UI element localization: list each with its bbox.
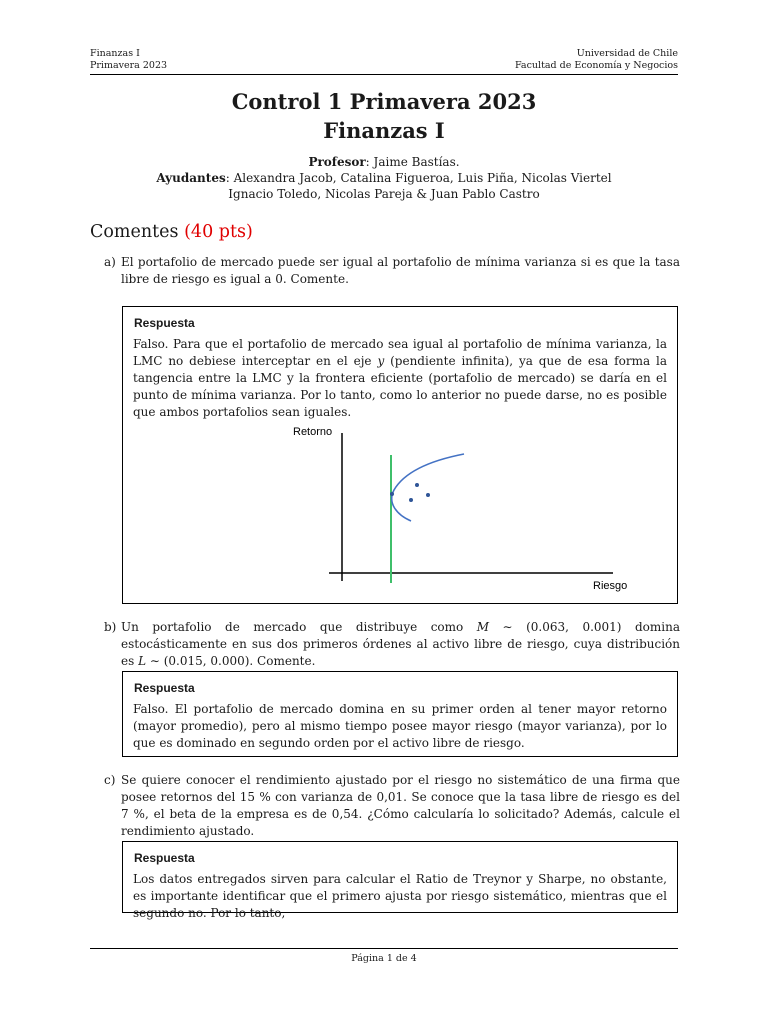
efficient-frontier-diagram	[293, 415, 633, 595]
question-label: b)	[104, 620, 117, 634]
document-title: Control 1 Primavera 2023	[231, 89, 537, 114]
section-heading	[90, 222, 253, 242]
document-subtitle: Finanzas I	[323, 118, 445, 143]
question-a	[104, 254, 680, 288]
staff-block	[90, 154, 678, 202]
section-points: (40 pts)	[184, 222, 253, 242]
answer-heading: Respuesta	[134, 681, 195, 695]
tangency-point	[390, 492, 394, 496]
answer-box-a	[122, 306, 678, 604]
x-axis-label: Riesgo	[593, 580, 628, 592]
ayudantes-names: : Alexandra Jacob, Catalina Figueroa, Luis Piña, Nicolas Viertel	[225, 171, 612, 185]
question-c	[104, 772, 680, 840]
running-header-left	[90, 48, 167, 72]
profesor-label: Profesor	[308, 155, 366, 169]
portfolio-point	[415, 483, 419, 487]
ayudantes-names-cont: Ignacio Toledo, Nicolas Pareja & Juan Pablo Castro	[228, 187, 540, 201]
question-label: c)	[104, 773, 116, 787]
answer-box-c	[122, 841, 678, 920]
question-text: Un portafolio de mercado que distribuye como M ∼ (0.063, 0.001) domina estocásticamente en sus dos primeros órdenes al activo libre de riesgo, cuya distribución es L ∼ (0.015, 0.000). Comente.	[121, 620, 680, 668]
ayudantes-label: Ayudantes	[156, 171, 226, 185]
math-l: L	[138, 654, 147, 668]
answer-text: Falso. El portafolio de mercado domina en su primer orden al tener mayor retorno (mayor promedio), pero al mismo tiempo posee mayor riesgo (mayor varianza), por lo que es dominado en segundo orden por el activo libre de riesgo.	[133, 702, 667, 750]
math-m: M	[476, 620, 490, 634]
portfolio-point	[426, 493, 430, 497]
header-rule	[90, 74, 678, 75]
section-title: Comentes	[90, 222, 179, 242]
question-text: Se quiere conocer el rendimiento ajustado por el riesgo no sistemático de una firma que posee retornos del 15 % con varianza de 0,01. Se conoce que la tasa libre de riesgo es del 7 %, el beta de la empresa es de 0,54. ¿Cómo calcularía lo solicitado? Además, calcule el rendimiento ajustado.	[121, 773, 680, 838]
y-axis-label: Retorno	[293, 426, 333, 438]
profesor-name: : Jaime Bastías.	[365, 155, 460, 169]
answer-text: Falso. Para que el portafolio de mercado sea igual al portafolio de mínima varianza, la LMC no debiese interceptar en el eje y (pendiente infinita), ya que de esa forma la tangencia entre la LMC y la frontera eficiente (portafolio de mercado) se daría en el punto de mínima varianza. Por lo tanto, como lo anterior no puede darse, no es posible que ambos portafolios sean iguales.	[133, 337, 667, 419]
efficient-frontier-curve	[392, 454, 464, 521]
math-y: y	[377, 354, 385, 368]
answer-heading: Respuesta	[134, 851, 195, 865]
answer-heading: Respuesta	[134, 316, 195, 330]
running-header-right	[515, 48, 678, 72]
question-text: El portafolio de mercado puede ser igual al portafolio de mínima varianza si es que la tasa libre de riesgo es igual a 0. Comente.	[121, 255, 680, 286]
portfolio-point	[409, 498, 413, 502]
answer-text: Los datos entregados sirven para calcular el Ratio de Treynor y Sharpe, no obstante, es importante identificar que el primero ajusta por riesgo sistemático, mientras que el segundo no. Por lo tanto,	[133, 872, 667, 920]
term: Primavera 2023	[90, 60, 168, 71]
faculty-name: Facultad de Economía y Negocios	[514, 60, 678, 71]
university-name: Universidad de Chile	[576, 48, 678, 59]
page-number: Página 1 de 4	[351, 953, 417, 964]
question-b	[104, 619, 680, 670]
answer-box-b	[122, 671, 678, 757]
footer-rule	[90, 948, 678, 949]
course-name: Finanzas I	[90, 48, 140, 59]
question-label: a)	[104, 255, 116, 269]
